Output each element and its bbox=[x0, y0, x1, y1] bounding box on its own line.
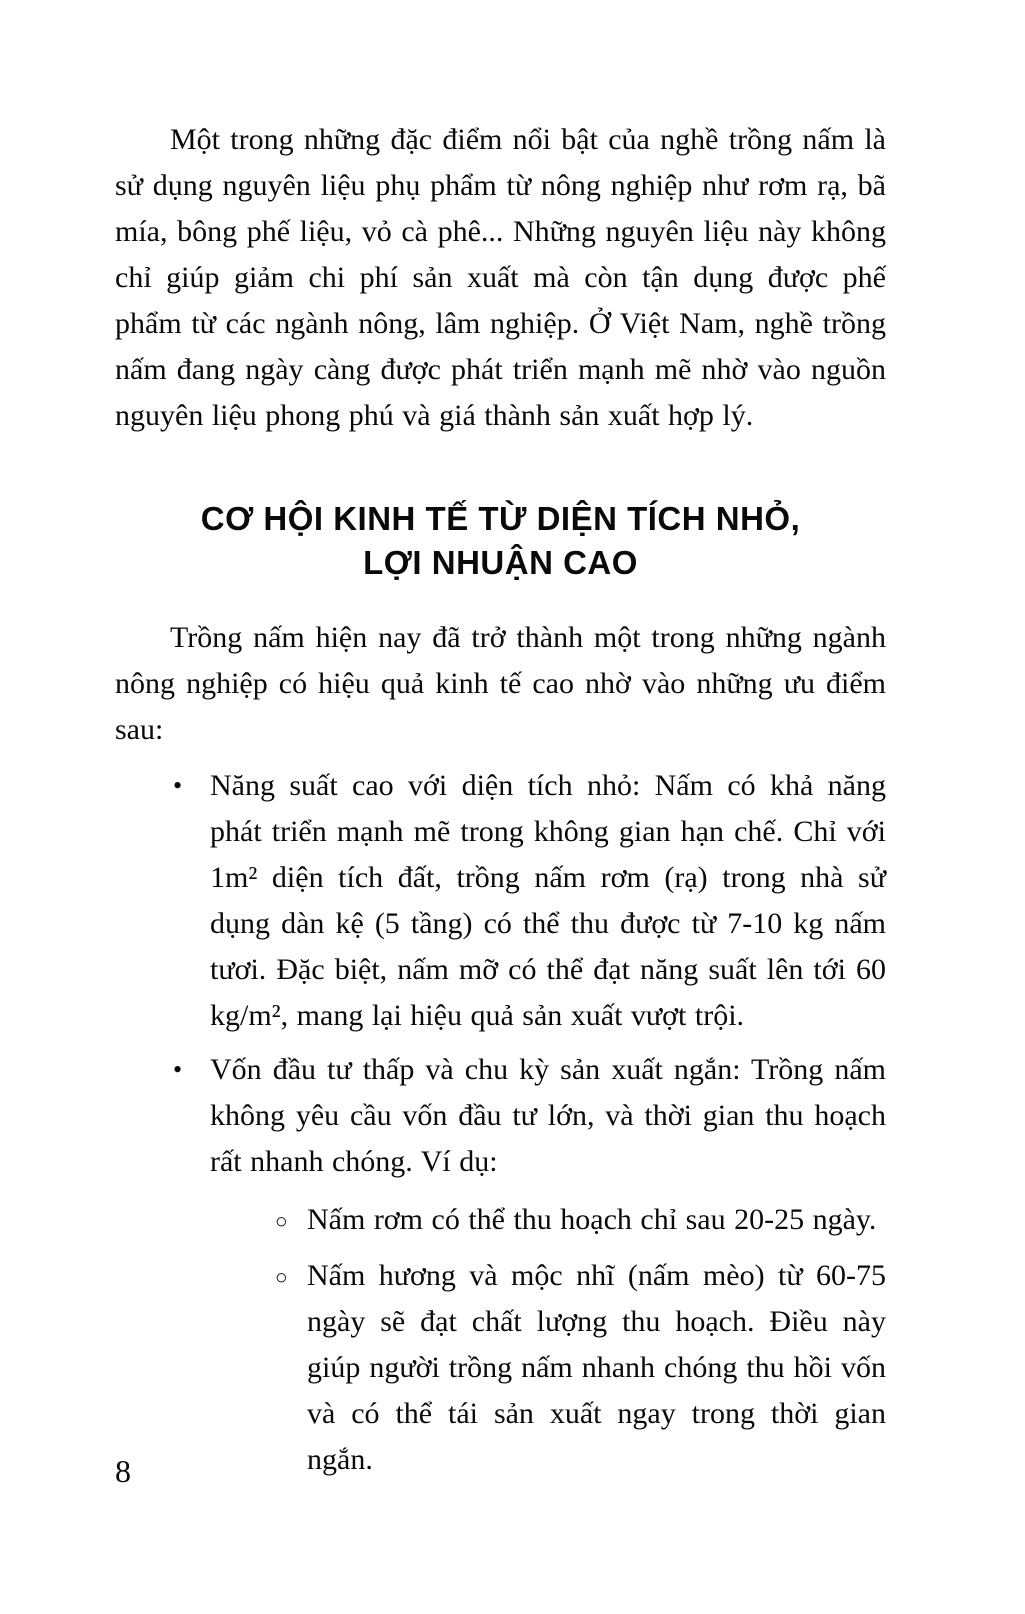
circle-bullet-icon: ○ bbox=[275, 1209, 288, 1233]
sub-list-item bbox=[115, 1197, 886, 1243]
sub-list-item-text: Nấm hương và mộc nhĩ (nấm mèo) từ 60-75 ngày sẽ đạt chất lượng thu hoạch. Điều này giúp người trồng nấm nhanh chóng thu hồi vốn và có thể tái sản xuất ngay trong thời gian ngắn. bbox=[307, 1259, 886, 1476]
page-content bbox=[115, 117, 886, 1493]
section-heading-line-1: CƠ HỘI KINH TẾ TỪ DIỆN TÍCH NHỎ, bbox=[200, 500, 801, 537]
list-item-text: Năng suất cao với diện tích nhỏ: Nấm có khả năng phát triển mạnh mẽ trong không gian hạn chế. Chỉ với 1m² diện tích đất, trồng nấm rơm (rạ) trong nhà sử dụng dàn kệ (5 tầng) có thể thu được từ 7-10 kg nấm tươi. Đặc biệt, nấm mỡ có thể đạt năng suất lên tới 60 kg/m², mang lại hiệu quả sản xuất vượt trội. bbox=[210, 769, 886, 1032]
section-intro-paragraph: Trồng nấm hiện nay đã trở thành một trong những ngành nông nghiệp có hiệu quả kinh tế cao nhờ vào những ưu điểm sau: bbox=[115, 621, 886, 746]
bullet-icon: • bbox=[173, 1055, 183, 1084]
list-item-text: Vốn đầu tư thấp và chu kỳ sản xuất ngắn: Trồng nấm không yêu cầu vốn đầu tư lớn, và thời gian thu hoạch rất nhanh chóng. Ví dụ: bbox=[210, 1053, 886, 1178]
list-item bbox=[115, 1047, 886, 1185]
sub-list-item-text: Nấm rơm có thể thu hoạch chỉ sau 20-25 ngày. bbox=[307, 1203, 877, 1236]
intro-paragraph: Một trong những đặc điểm nổi bật của nghề trồng nấm là sử dụng nguyên liệu phụ phẩm từ nông nghiệp như rơm rạ, bã mía, bông phế liệu, vỏ cà phê... Những nguyên liệu này không chỉ giúp giảm chi phí sản xuất mà còn tận dụng được phế phẩm từ các ngành nông, lâm nghiệp. Ở Việt Nam, nghề trồng nấm đang ngày càng được phát triển mạnh mẽ nhờ vào nguồn nguyên liệu phong phú và giá thành sản xuất hợp lý. bbox=[115, 123, 886, 432]
examples-sublist bbox=[115, 1197, 886, 1483]
sub-list-item bbox=[115, 1253, 886, 1483]
page-number: 8 bbox=[115, 1453, 131, 1489]
circle-bullet-icon: ○ bbox=[275, 1265, 288, 1289]
bullet-icon: • bbox=[173, 771, 183, 800]
list-item bbox=[115, 763, 886, 1039]
section-heading bbox=[115, 497, 886, 585]
advantages-list bbox=[115, 763, 886, 1185]
section-heading-line-2: LỢI NHUẬN CAO bbox=[363, 544, 638, 581]
